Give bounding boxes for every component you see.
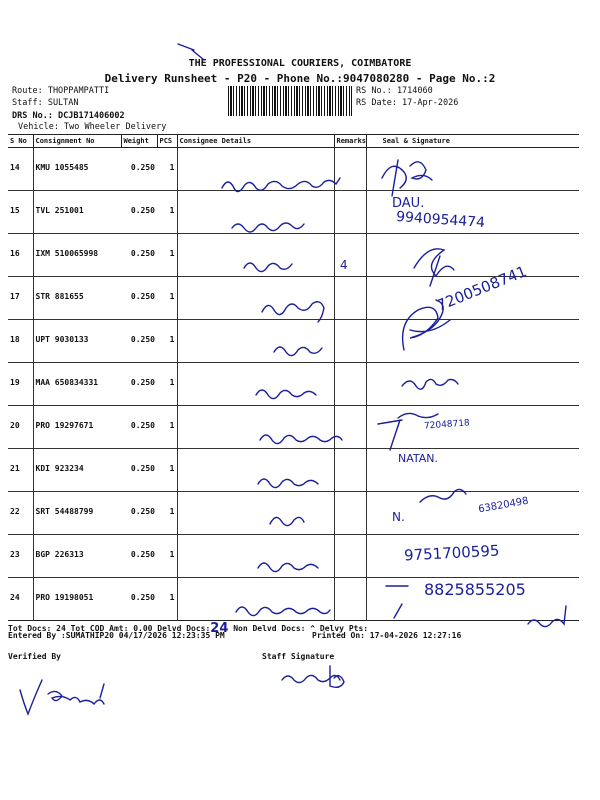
consignee-scribble bbox=[260, 435, 342, 444]
runsheet-title: Delivery Runsheet - P20 - Phone No.:9047080280 - Page No.:2 bbox=[104, 72, 496, 85]
handwritten-note: DAU. bbox=[392, 196, 425, 211]
col-pcs: PCS bbox=[157, 135, 177, 148]
consignee-scribble bbox=[256, 390, 316, 399]
rs-number: RS No.: 1714060 bbox=[356, 86, 433, 96]
handwritten-phone: 7200508741 bbox=[434, 262, 530, 315]
cell-pcs: 1 bbox=[157, 449, 177, 492]
cell-consignment: KDI 923234 bbox=[33, 449, 121, 492]
cell-sno: 24 bbox=[8, 578, 33, 621]
signature-scribble bbox=[528, 606, 566, 627]
cell-weight: 0.250 bbox=[121, 234, 157, 277]
signature-scribble bbox=[378, 413, 438, 450]
col-sno: S No bbox=[8, 135, 33, 148]
cell-weight: 0.250 bbox=[121, 191, 157, 234]
col-remarks: Remarks bbox=[334, 135, 366, 148]
cell-weight: 0.250 bbox=[121, 148, 157, 191]
company-title: THE PROFESSIONAL COURIERS, COIMBATORE bbox=[188, 58, 412, 69]
cell-weight: 0.250 bbox=[121, 535, 157, 578]
col-consignment: Consignment No bbox=[33, 135, 121, 148]
staff-signature-label: Staff Signature bbox=[262, 652, 335, 661]
footer-totals-a: Tot Docs: 24 Tot COD Amt: 0.00 Delvd Docs: bbox=[8, 624, 211, 633]
footer-totals-b: Non Delvd Docs: ^ Delvy Pts: bbox=[233, 624, 369, 633]
cell-consignment: SRT 54488799 bbox=[33, 492, 121, 535]
cell-consignment: STR 881655 bbox=[33, 277, 121, 320]
route-label: Route: THOPPAMPATTI bbox=[12, 86, 110, 96]
handwritten-phone: 9940954474 bbox=[395, 208, 486, 232]
cell-consignment: BGP 226313 bbox=[33, 535, 121, 578]
cell-sno: 23 bbox=[8, 535, 33, 578]
cell-sno: 15 bbox=[8, 191, 33, 234]
cell-pcs: 1 bbox=[157, 277, 177, 320]
cell-pcs: 1 bbox=[157, 363, 177, 406]
cell-pcs: 1 bbox=[157, 234, 177, 277]
cell-weight: 0.250 bbox=[121, 406, 157, 449]
cell-sno: 14 bbox=[8, 148, 33, 191]
cell-pcs: 1 bbox=[157, 578, 177, 621]
signature-scribble bbox=[420, 489, 466, 502]
consignee-scribble bbox=[258, 563, 318, 572]
cell-pcs: 1 bbox=[157, 535, 177, 578]
cell-consignment: MAA 650834331 bbox=[33, 363, 121, 406]
consignee-scribble bbox=[270, 517, 304, 525]
signature-scribble bbox=[386, 586, 408, 618]
entered-by: Entered By :SUMATHIP20 04/17/2026 12:23:35 PM bbox=[8, 631, 225, 640]
consignee-scribble bbox=[236, 607, 330, 616]
cell-sno: 20 bbox=[8, 406, 33, 449]
rs-date: RS Date: 17-Apr-2026 bbox=[356, 98, 459, 108]
consignee-scribble bbox=[232, 223, 304, 232]
staff-label: Staff: SULTAN bbox=[12, 98, 79, 108]
signature-scribble bbox=[414, 249, 454, 286]
vehicle-label: Vehicle: Two Wheeler Delivery bbox=[18, 122, 167, 132]
signature-scribble bbox=[382, 160, 432, 196]
cell-weight: 0.250 bbox=[121, 492, 157, 535]
cell-sno: 19 bbox=[8, 363, 33, 406]
top-corner-mark bbox=[178, 44, 204, 60]
consignee-scribble bbox=[222, 178, 340, 192]
cell-weight: 0.250 bbox=[121, 277, 157, 320]
col-weight: Weight bbox=[121, 135, 157, 148]
verified-by-signature bbox=[20, 680, 104, 714]
cell-weight: 0.250 bbox=[121, 363, 157, 406]
cell-consignment: KMU 1055485 bbox=[33, 148, 121, 191]
cell-sno: 18 bbox=[8, 320, 33, 363]
cell-pcs: 1 bbox=[157, 492, 177, 535]
handwritten-delivered-count: 24 bbox=[210, 621, 229, 636]
cell-consignment: IXM 510065998 bbox=[33, 234, 121, 277]
cell-sno: 22 bbox=[8, 492, 33, 535]
cell-weight: 0.250 bbox=[121, 449, 157, 492]
cell-consignment: TVL 251001 bbox=[33, 191, 121, 234]
col-seal-signature: Seal & Signature bbox=[366, 135, 579, 148]
handwritten-phone: 63820498 bbox=[477, 495, 530, 516]
handwritten-note: N. bbox=[392, 510, 405, 524]
consignee-scribble bbox=[274, 347, 322, 356]
verified-by-label: Verified By bbox=[8, 652, 61, 661]
cell-sno: 17 bbox=[8, 277, 33, 320]
col-consignee: Consignee Details bbox=[177, 135, 334, 148]
cell-consignment: PRO 19297671 bbox=[33, 406, 121, 449]
handwritten-phone: 8825855205 bbox=[424, 580, 526, 599]
consignee-scribble bbox=[262, 302, 324, 322]
cell-consignment: UPT 9030133 bbox=[33, 320, 121, 363]
signature-scribble bbox=[402, 379, 458, 389]
cell-pcs: 1 bbox=[157, 320, 177, 363]
printed-on: Printed On: 17-04-2026 12:27:16 bbox=[312, 631, 462, 640]
cell-weight: 0.250 bbox=[121, 320, 157, 363]
cell-pcs: 1 bbox=[157, 406, 177, 449]
handwritten-phone: 9751700595 bbox=[403, 541, 500, 565]
cell-weight: 0.250 bbox=[121, 578, 157, 621]
cell-sno: 16 bbox=[8, 234, 33, 277]
handwritten-phone: 72048718 bbox=[423, 418, 471, 432]
cell-consignment: PRO 19198051 bbox=[33, 578, 121, 621]
staff-signature bbox=[282, 666, 344, 687]
cell-sno: 21 bbox=[8, 449, 33, 492]
consignee-scribble bbox=[258, 479, 318, 488]
cell-pcs: 1 bbox=[157, 148, 177, 191]
consignee-scribble bbox=[244, 263, 292, 272]
handwritten-name: NATAN. bbox=[398, 452, 439, 465]
drs-number: DRS No.: DCJB171406002 bbox=[12, 111, 125, 121]
handwritten-note: 4 bbox=[340, 258, 348, 272]
cell-pcs: 1 bbox=[157, 191, 177, 234]
